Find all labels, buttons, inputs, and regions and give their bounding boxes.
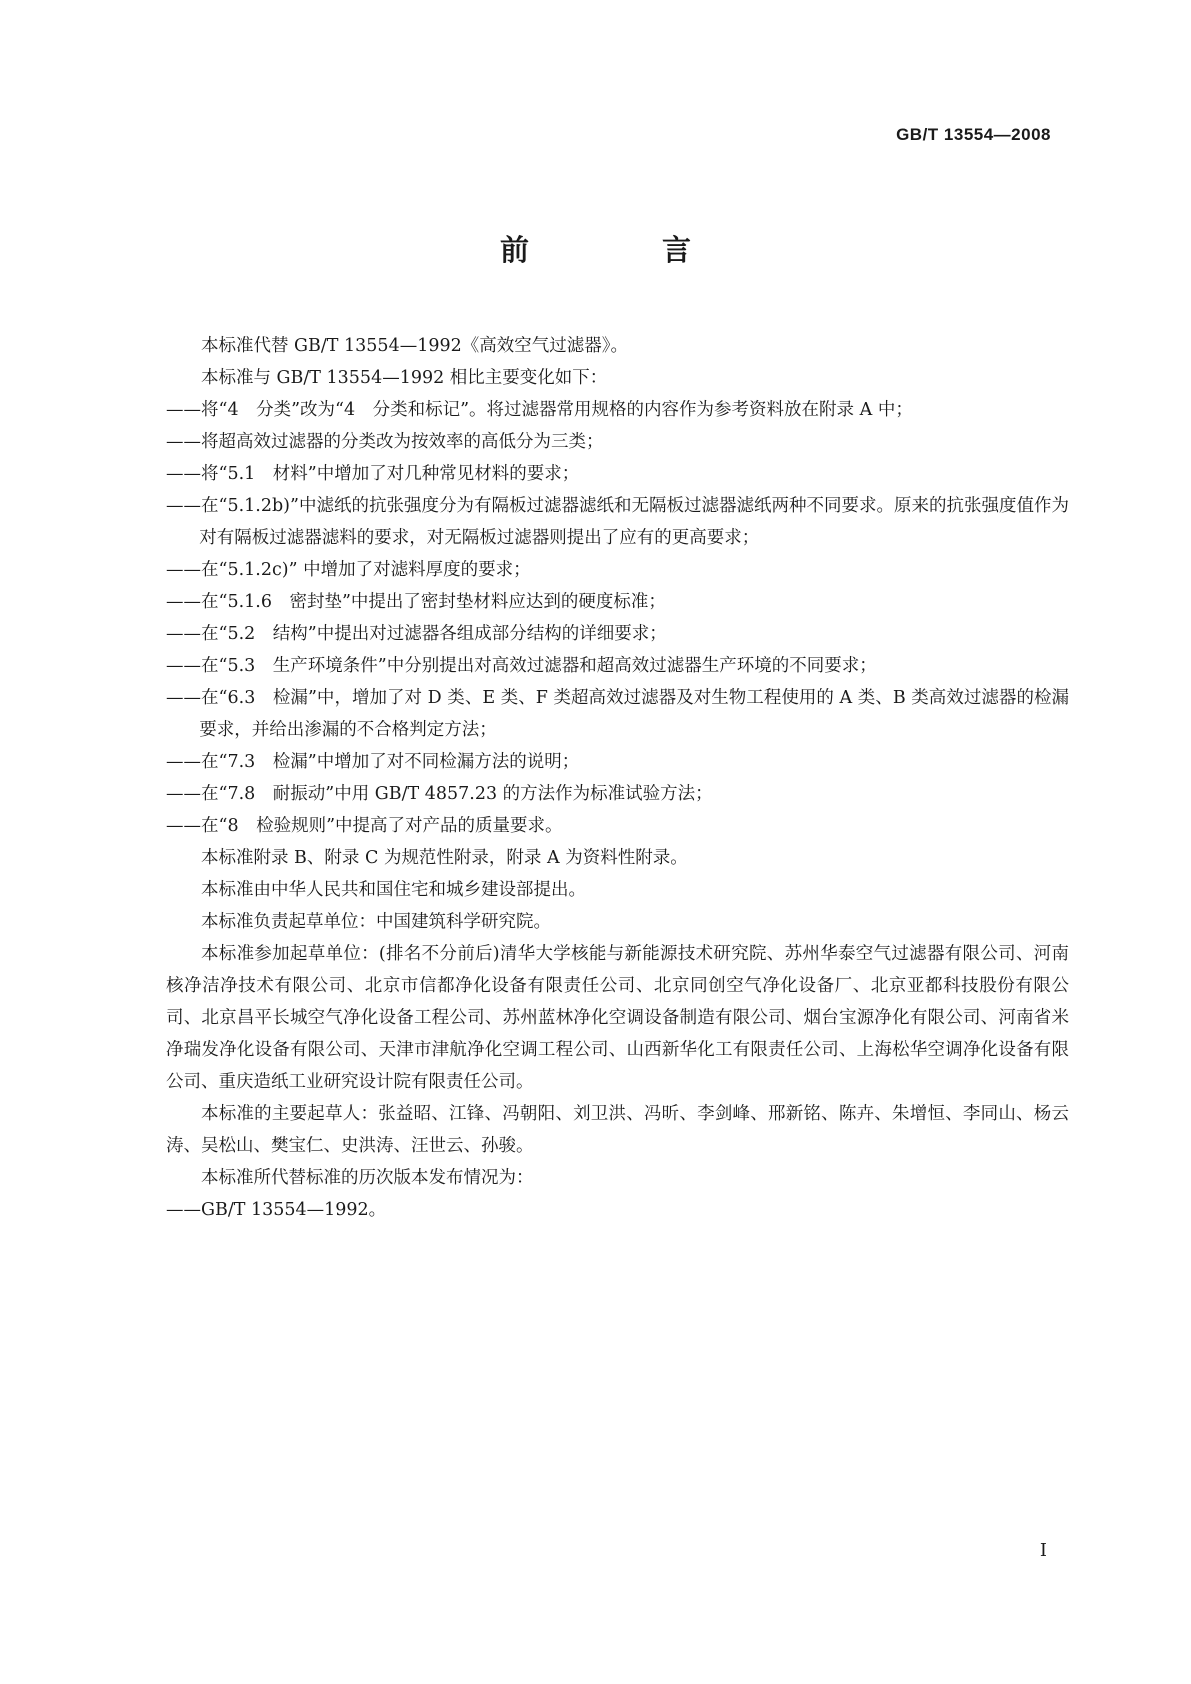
change-item: ——在“5.1.2b)”中滤纸的抗张强度分为有隔板过滤器滤纸和无隔板过滤器滤纸两种不同要求。原来的抗张强度值作为对有隔板过滤器滤料的要求，对无隔板过滤器则提出了应有的更高要求； (166, 496, 1069, 548)
foreword-body (166, 330, 1069, 1226)
appendix-note: 本标准附录 B、附录 C 为规范性附录，附录 A 为资料性附录。 (201, 848, 688, 868)
participating-units: 本标准参加起草单位：(排名不分前后)清华大学核能与新能源技术研究院、苏州华泰空气过滤器有限公司、河南核净洁净技术有限公司、北京市信都净化设备有限责任公司、北京同创空气净化设备厂、北京亚都科技股份有限公司、北京昌平长城空气净化设备工程公司、苏州蓝林净化空调设备制造有限公司、烟台宝源净化有限公司、河南省米净瑞发净化设备有限公司、天津市津航净化空调工程公司、山西新华化工有限责任公司、上海松华空调净化设备有限公司、重庆造纸工业研究设计院有限责任公司。 (166, 944, 1069, 1092)
change-item: ——在“5.1.2c)” 中增加了对滤料厚度的要求； (166, 560, 531, 580)
intro-paragraph-1: 本标准代替 GB/T 13554—1992《高效空气过滤器》。 (201, 336, 628, 356)
main-drafters: 本标准的主要起草人：张益昭、江锋、冯朝阳、刘卫洪、冯昕、李剑峰、邢新铭、陈卉、朱增恒、李同山、杨云涛、吴松山、樊宝仁、史洪涛、汪世云、孙骏。 (166, 1104, 1069, 1156)
change-item: ——在“7.3 检漏”中增加了对不同检漏方法的说明； (166, 752, 580, 772)
proposer-note: 本标准由中华人民共和国住宅和城乡建设部提出。 (201, 880, 586, 900)
page-number: I (1039, 1540, 1047, 1561)
change-item: ——将“5.1 材料”中增加了对几种常见材料的要求； (166, 464, 580, 484)
lead-drafter-note: 本标准负责起草单位：中国建筑科学研究院。 (201, 912, 551, 932)
change-item: ——将超高效过滤器的分类改为按效率的高低分为三类； (166, 432, 604, 452)
page-title: 前 言 (499, 233, 743, 267)
history-item: ——GB/T 13554—1992。 (166, 1200, 387, 1220)
change-item: ——在“5.1.6 密封垫”中提出了密封垫材料应达到的硬度标准； (166, 592, 666, 612)
change-item: ——在“8 检验规则”中提高了对产品的质量要求。 (166, 816, 563, 836)
history-intro: 本标准所代替标准的历次版本发布情况为： (201, 1168, 534, 1188)
change-item: ——在“6.3 检漏”中，增加了对 D 类、E 类、F 类超高效过滤器及对生物工程使用的 A 类、B 类高效过滤器的检漏要求，并给出渗漏的不合格判定方法； (166, 688, 1069, 740)
change-item: ——将“4 分类”改为“4 分类和标记”。将过滤器常用规格的内容作为参考资料放在附录 A 中； (166, 400, 913, 420)
intro-paragraph-2: 本标准与 GB/T 13554—1992 相比主要变化如下： (201, 368, 608, 388)
change-item: ——在“7.8 耐振动”中用 GB/T 4857.23 的方法作为标准试验方法； (166, 784, 713, 804)
standard-code: GB/T 13554—2008 (896, 125, 1051, 144)
change-item: ——在“5.3 生产环境条件”中分别提出对高效过滤器和超高效过滤器生产环境的不同要求； (166, 656, 877, 676)
change-item: ——在“5.2 结构”中提出对过滤器各组成部分结构的详细要求； (166, 624, 667, 644)
